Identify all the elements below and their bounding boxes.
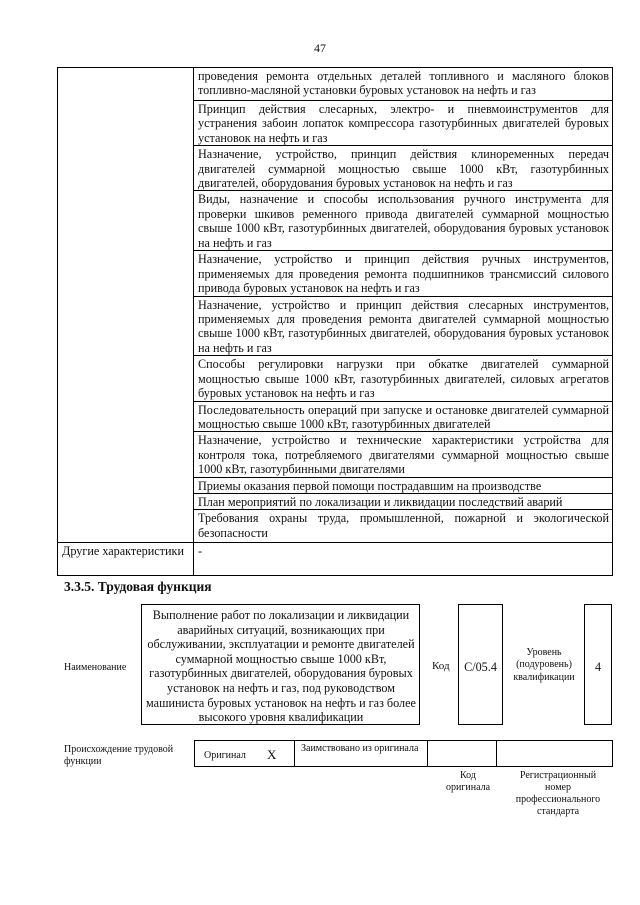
knowledge-table [57, 67, 613, 576]
knowledge-item: Назначение, устройство, принцип действия клиноременных передач двигателей суммарной мощностью свыше 1000 кВт, газотурбинных двигателей, оборудования буровых установок на нефть и газ [194, 146, 613, 191]
page-number: 47 [314, 41, 326, 55]
other-characteristics-label: Другие характеристики [58, 543, 194, 576]
borrowed-label: Заимствовано из оригинала [301, 743, 419, 754]
origin-code-cell [427, 740, 497, 767]
other-characteristics-value: - [194, 543, 613, 576]
origin-label: Происхождение трудовой функции [64, 744, 174, 767]
knowledge-item: Виды, назначение и способы использования ручного инструмента для проверки шкивов ременного привода двигателей суммарной мощностью свыше 1000 кВт, газотурбинных двигателей, оборудования буровых установок на нефть и газ [194, 191, 613, 251]
original-label: Оригинал [204, 750, 246, 761]
function-code: С/05.4 [458, 604, 503, 725]
knowledge-item: Способы регулировки нагрузки при обкатке двигателей суммарной мощностью свыше 1000 кВт, газотурбинных двигателей, силовых агрегатов буровых установок на нефть и газ [194, 356, 613, 401]
code-original-caption: Код оригинала [445, 770, 491, 793]
origin-borrowed-cell [294, 740, 428, 767]
knowledge-item: проведения ремонта отдельных деталей топливного и масляного блоков топливно-масляной установки буровых установок на нефть и газ [194, 68, 613, 101]
original-mark: X [267, 747, 277, 762]
code-label: Код [432, 660, 450, 672]
knowledge-left-cell [58, 68, 194, 543]
section-title: 3.3.5. Трудовая функция [64, 579, 212, 594]
function-name: Выполнение работ по локализации и ликвидации аварийных ситуаций, возникающих при обслуживании, эксплуатации и ремонте двигателей суммарной мощностью свыше 1000 кВт, газотурбинных двигателей, оборудования буровых установок на нефть и газ, под руководством машиниста буровых установок на нефть и газ более высокого уровня квалификации [141, 604, 420, 725]
knowledge-item: Последовательность операций при запуске и остановке двигателей суммарной мощностью свыше 1000 кВт, газотурбинных двигателей [194, 401, 613, 432]
knowledge-item: Назначение, устройство и принцип действия слесарных инструментов, применяемых для проведения ремонта двигателей суммарной мощностью свыше 1000 кВт, газотурбинных двигателей, оборудования буровых установок на нефть и газ [194, 296, 613, 356]
knowledge-item: Назначение, устройство и принцип действия ручных инструментов, применяемых для проведения ремонта подшипников трансмиссий силового привода буровых установок на нефть и газ [194, 251, 613, 296]
knowledge-item: Назначение, устройство и технические характеристики устройства для контроля тока, потребляемого двигателями суммарной мощностью свыше 1000 кВт, газотурбинными двигателями [194, 432, 613, 477]
name-label: Наименование [64, 662, 127, 673]
knowledge-item: Приемы оказания первой помощи пострадавшим на производстве [194, 477, 613, 493]
function-level: 4 [584, 604, 612, 725]
registration-number-caption: Регистрационный номер профессионального стандарта [515, 770, 601, 817]
table-row-other [58, 543, 613, 576]
knowledge-item: Требования охраны труда, промышленной, пожарной и экологической безопасности [194, 510, 613, 543]
origin-original-cell [194, 740, 295, 767]
table-row [58, 68, 613, 101]
origin-reg-cell [496, 740, 613, 767]
origin-row [194, 740, 613, 767]
knowledge-item: Принцип действия слесарных, электро- и пневмоинструментов для устранения забоин лопаток компрессора газотурбинных двигателей буровых установок на нефть и газ [194, 101, 613, 146]
knowledge-item: План мероприятий по локализации и ликвидации последствий аварий [194, 493, 613, 509]
level-label: Уровень (подуровень) квалификации [513, 647, 575, 683]
